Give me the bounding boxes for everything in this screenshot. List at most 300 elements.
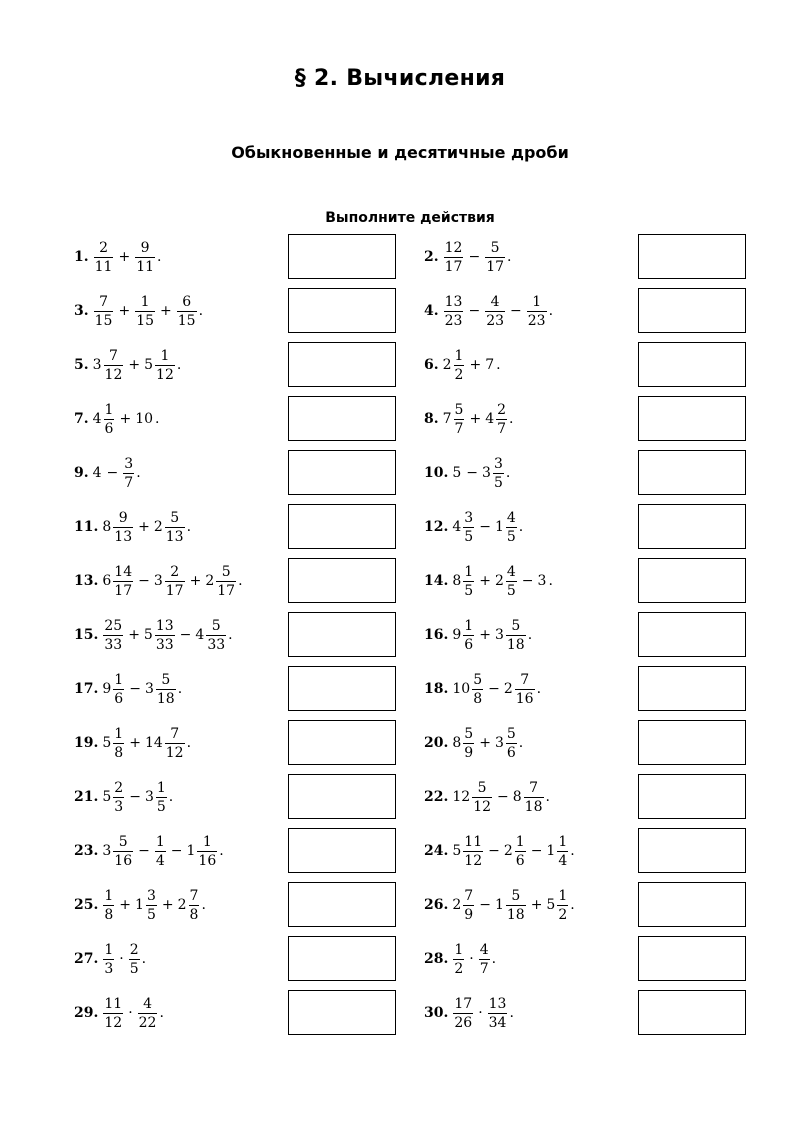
operator: −: [106, 465, 119, 481]
whole-part: 2: [503, 843, 513, 859]
numerator: 25: [104, 617, 123, 634]
problem-number: 12.: [424, 519, 449, 535]
numerator: 1: [454, 941, 464, 958]
fraction: [156, 673, 176, 706]
answer-box[interactable]: [288, 288, 396, 333]
operator: +: [129, 735, 141, 751]
whole-part: 5: [452, 843, 462, 859]
denominator: 8: [104, 906, 114, 923]
denominator: 17: [444, 258, 463, 275]
terminal-period: .: [545, 789, 550, 805]
section-subtitle: Обыкновенные и десятичные дроби: [231, 143, 569, 162]
problem-number: 2.: [424, 249, 439, 265]
answer-box[interactable]: [288, 396, 396, 441]
problem-expression: [102, 835, 223, 868]
operator: ·: [469, 951, 474, 967]
numerator: 3: [464, 509, 474, 526]
denominator: 5: [493, 474, 503, 491]
numerator: 3: [124, 455, 134, 472]
denominator: 5: [129, 960, 139, 977]
fraction: [485, 295, 505, 328]
whole-part: 2: [177, 897, 187, 913]
problem-item: [424, 288, 553, 334]
fraction: [216, 565, 236, 598]
problem-number: 5.: [74, 357, 89, 373]
numerator: 5: [118, 833, 128, 850]
problem-item: [424, 990, 514, 1036]
numerator: 5: [511, 887, 521, 904]
answer-box[interactable]: [638, 450, 746, 495]
problem-item: [424, 396, 514, 442]
problem-number: 19.: [74, 735, 99, 751]
denominator: 16: [515, 690, 534, 707]
denominator: 5: [464, 582, 474, 599]
whole-part: 1: [186, 843, 196, 859]
fraction: [103, 943, 114, 976]
numerator: 2: [129, 941, 139, 958]
problem-expression: [93, 241, 162, 274]
operator: +: [189, 573, 202, 589]
answer-box[interactable]: [288, 558, 396, 603]
instruction-text: Выполните действия: [325, 210, 495, 226]
whole-part: 2: [442, 357, 452, 373]
whole-part: 8: [512, 789, 522, 805]
problem-expression: [93, 349, 182, 382]
terminal-period: .: [509, 1005, 514, 1021]
problem-expression: [102, 727, 191, 760]
problem-expression: [443, 403, 514, 436]
denominator: 5: [464, 528, 474, 545]
whole-part: 14: [144, 735, 163, 751]
problem-item: [424, 720, 523, 766]
answer-box[interactable]: [638, 666, 746, 711]
numerator: 13: [155, 617, 174, 634]
fraction: [156, 781, 167, 814]
fraction: [454, 349, 465, 382]
problem-expression: [102, 673, 182, 706]
answer-box[interactable]: [638, 504, 746, 549]
answer-box[interactable]: [288, 342, 396, 387]
denominator: 11: [94, 258, 113, 275]
problem-number: 18.: [424, 681, 449, 697]
terminal-period: .: [168, 789, 174, 805]
problem-expression: [443, 349, 501, 382]
problem-expression: [443, 241, 512, 274]
numerator: 11: [104, 995, 123, 1012]
numerator: 4: [506, 563, 516, 580]
denominator: 17: [217, 582, 236, 599]
fraction: [103, 997, 123, 1030]
problem-number: 17.: [74, 681, 99, 697]
answer-box[interactable]: [288, 450, 396, 495]
problem-item: [424, 234, 511, 280]
numerator: 9: [140, 239, 150, 256]
denominator: 13: [114, 528, 133, 545]
problem-number: 13.: [74, 573, 99, 589]
operator: −: [521, 573, 534, 589]
numerator: 2: [497, 401, 507, 418]
problem-expression: [93, 457, 141, 490]
denominator: 9: [464, 906, 474, 923]
terminal-period: .: [518, 519, 524, 535]
whole-part: 1: [546, 843, 556, 859]
answer-box[interactable]: [288, 936, 396, 981]
answer-box[interactable]: [638, 720, 746, 765]
numerator: 14: [114, 563, 133, 580]
whole-part: 2: [503, 681, 513, 697]
answer-box[interactable]: [288, 720, 396, 765]
operator: +: [469, 357, 482, 373]
numerator: 5: [161, 671, 171, 688]
answer-box[interactable]: [638, 396, 746, 441]
numerator: 1: [558, 833, 568, 850]
denominator: 2: [558, 906, 568, 923]
operator: +: [119, 897, 132, 913]
fraction: [454, 403, 465, 436]
operator: −: [488, 681, 500, 697]
answer-box[interactable]: [288, 882, 396, 927]
answer-box[interactable]: [638, 936, 746, 981]
answer-box[interactable]: [638, 774, 746, 819]
numerator: 12: [444, 239, 463, 256]
denominator: 3: [104, 960, 114, 977]
problem-item: [424, 504, 523, 550]
numerator: 1: [202, 833, 212, 850]
operator: −: [479, 519, 491, 535]
operator: −: [479, 897, 491, 913]
answer-box[interactable]: [288, 828, 396, 873]
numerator: 4: [490, 293, 500, 310]
fraction: [453, 997, 473, 1030]
denominator: 15: [177, 312, 196, 329]
whole-part: 3: [102, 843, 112, 859]
problem-item: [424, 558, 553, 604]
fraction: [453, 943, 464, 976]
whole-part: 1: [135, 897, 144, 913]
answer-box[interactable]: [638, 288, 746, 333]
numerator: 5: [170, 509, 180, 526]
numerator: 7: [99, 293, 108, 310]
fraction: [113, 781, 124, 814]
fraction: [463, 889, 474, 922]
problem-expression: [102, 889, 206, 922]
denominator: 18: [524, 798, 543, 815]
answer-box[interactable]: [288, 774, 396, 819]
whole-part: 8: [102, 519, 112, 535]
numerator: 5: [506, 725, 516, 742]
operator: +: [119, 411, 132, 427]
denominator: 33: [207, 636, 226, 653]
operator: +: [479, 573, 491, 589]
answer-box[interactable]: [638, 558, 746, 603]
fraction: [165, 727, 185, 760]
numerator: 6: [182, 293, 192, 310]
numerator: 1: [532, 293, 542, 310]
numerator: 1: [464, 563, 474, 580]
fraction: [206, 619, 226, 652]
denominator: 17: [165, 582, 184, 599]
numerator: 2: [170, 563, 180, 580]
answer-box[interactable]: [638, 612, 746, 657]
numerator: 11: [464, 833, 483, 850]
terminal-period: .: [509, 411, 514, 427]
problem-item: [74, 666, 182, 712]
operator: −: [179, 627, 192, 643]
numerator: 1: [114, 671, 124, 688]
operator: +: [479, 627, 491, 643]
denominator: 33: [155, 636, 174, 653]
problem-item: [424, 450, 510, 496]
numerator: 9: [118, 509, 128, 526]
answer-box[interactable]: [288, 990, 396, 1035]
operator: −: [129, 789, 141, 805]
whole-part: 3: [92, 357, 102, 373]
fraction: [103, 619, 123, 652]
terminal-period: .: [219, 843, 224, 859]
numerator: 7: [464, 887, 474, 904]
fraction: [113, 511, 133, 544]
fraction: [104, 349, 124, 382]
problem-item: [74, 342, 181, 388]
whole-part: 2: [205, 573, 215, 589]
fraction: [113, 673, 124, 706]
operator: −: [510, 303, 522, 319]
section-title: § 2. Вычисления: [294, 66, 506, 91]
fraction: [496, 403, 507, 436]
fraction: [488, 997, 508, 1030]
fraction: [463, 835, 483, 868]
terminal-period: .: [570, 897, 575, 913]
whole-part: 9: [452, 627, 462, 643]
terminal-period: .: [141, 951, 147, 967]
problem-expression: [443, 295, 553, 328]
denominator: 12: [464, 852, 483, 869]
denominator: 18: [506, 906, 525, 923]
problem-expression: [102, 997, 164, 1030]
problem-item: [424, 774, 550, 820]
fraction: [506, 565, 517, 598]
denominator: 23: [444, 312, 463, 329]
problem-number: 3.: [74, 303, 89, 319]
problem-item: [74, 234, 161, 280]
whole-part: 3: [482, 465, 491, 481]
whole-part: 3: [494, 627, 504, 643]
fraction: [463, 727, 474, 760]
denominator: 7: [454, 420, 464, 437]
problem-number: 16.: [424, 627, 449, 643]
denominator: 17: [114, 582, 133, 599]
problem-expression: [452, 997, 514, 1030]
terminal-period: .: [155, 411, 160, 427]
terminal-period: .: [507, 249, 512, 265]
problem-expression: [102, 511, 191, 544]
whole-part: 8: [452, 735, 462, 751]
problem-expression: [452, 943, 496, 976]
answer-box[interactable]: [638, 234, 746, 279]
problem-expression: [452, 511, 523, 544]
terminal-period: .: [548, 303, 554, 319]
denominator: 33: [104, 636, 123, 653]
numerator: 1: [155, 833, 165, 850]
problem-expression: [102, 781, 173, 814]
problem-expression: [102, 565, 242, 598]
problem-item: [424, 342, 501, 388]
whole-part: 4: [195, 627, 205, 643]
denominator: 5: [506, 582, 516, 599]
numerator: 4: [479, 941, 489, 958]
problem-expression: [102, 943, 146, 976]
numerator: 5: [221, 563, 231, 580]
problem-item: [74, 396, 159, 442]
problem-number: 11.: [74, 519, 99, 535]
whole-part: 3: [494, 735, 504, 751]
answer-box[interactable]: [288, 666, 396, 711]
denominator: 18: [156, 690, 175, 707]
denominator: 16: [114, 852, 133, 869]
problem-number: 30.: [424, 1005, 449, 1021]
numerator: 17: [454, 995, 473, 1012]
fraction: [444, 241, 464, 274]
whole-part: 8: [452, 573, 462, 589]
numerator: 5: [490, 239, 500, 256]
operator: +: [128, 357, 141, 373]
fraction: [138, 997, 158, 1030]
numerator: 1: [160, 347, 170, 364]
numerator: 1: [104, 401, 114, 418]
numerator: 13: [488, 995, 507, 1012]
terminal-period: .: [136, 465, 141, 481]
answer-box[interactable]: [638, 828, 746, 873]
terminal-period: .: [201, 897, 206, 913]
problem-item: [74, 828, 224, 874]
operator: +: [479, 735, 491, 751]
denominator: 6: [114, 690, 124, 707]
operator: ·: [128, 1005, 133, 1021]
denominator: 15: [94, 312, 113, 329]
denominator: 8: [473, 690, 483, 707]
answer-box[interactable]: [638, 990, 746, 1035]
problem-item: [74, 612, 233, 658]
whole-part: 4: [92, 411, 102, 427]
denominator: 9: [464, 744, 474, 761]
fraction: [506, 511, 517, 544]
fraction: [165, 511, 185, 544]
fraction: [135, 241, 155, 274]
denominator: 7: [497, 420, 507, 437]
fraction: [155, 835, 166, 868]
whole-part: 5: [546, 897, 556, 913]
terminal-period: .: [527, 627, 533, 643]
operator: −: [468, 303, 481, 319]
denominator: 22: [138, 1014, 157, 1031]
numerator: 4: [506, 509, 516, 526]
problem-number: 20.: [424, 735, 449, 751]
denominator: 17: [486, 258, 505, 275]
problem-item: [74, 774, 173, 820]
numerator: 1: [104, 887, 114, 904]
problem-expression: [452, 727, 523, 760]
operator: +: [469, 411, 482, 427]
terminal-period: .: [536, 681, 542, 697]
problem-item: [74, 504, 191, 550]
numerator: 3: [146, 887, 156, 904]
problem-item: [74, 720, 191, 766]
denominator: 18: [506, 636, 525, 653]
fraction: [94, 241, 114, 274]
terminal-period: .: [159, 1005, 164, 1021]
numerator: 7: [520, 671, 530, 688]
problem-item: [424, 612, 532, 658]
numerator: 1: [464, 617, 474, 634]
problem-item: [74, 990, 164, 1036]
operator: +: [118, 249, 131, 265]
integer-term: 3: [537, 573, 547, 589]
fraction: [506, 889, 526, 922]
denominator: 12: [156, 366, 174, 383]
fraction: [463, 619, 474, 652]
numerator: 1: [515, 833, 525, 850]
numerator: 2: [114, 779, 124, 796]
terminal-period: .: [548, 573, 553, 589]
answer-box[interactable]: [638, 342, 746, 387]
numerator: 4: [143, 995, 153, 1012]
operator: −: [129, 681, 141, 697]
integer-term: 7: [485, 357, 495, 373]
numerator: 1: [104, 941, 114, 958]
problem-number: 14.: [424, 573, 449, 589]
fraction: [524, 781, 544, 814]
denominator: 6: [515, 852, 525, 869]
denominator: 2: [454, 366, 464, 383]
fraction: [197, 835, 217, 868]
fraction: [189, 889, 200, 922]
terminal-period: .: [177, 681, 183, 697]
problem-item: [424, 936, 496, 982]
problem-expression: [452, 457, 510, 490]
whole-part: 2: [452, 897, 462, 913]
problem-number: 8.: [424, 411, 439, 427]
answer-box[interactable]: [288, 504, 396, 549]
fraction: [123, 457, 134, 490]
problem-number: 22.: [424, 789, 449, 805]
problem-number: 27.: [74, 951, 99, 967]
fraction: [113, 727, 124, 760]
numerator: 7: [189, 887, 199, 904]
numerator: 5: [511, 617, 521, 634]
denominator: 8: [114, 744, 124, 761]
answer-box[interactable]: [288, 612, 396, 657]
problem-item: [424, 666, 541, 712]
denominator: 4: [155, 852, 165, 869]
numerator: 5: [454, 401, 464, 418]
problem-number: 29.: [74, 1005, 99, 1021]
numerator: 13: [444, 293, 463, 310]
fraction: [103, 889, 114, 922]
fraction: [444, 295, 464, 328]
terminal-period: .: [238, 573, 243, 589]
numerator: 2: [99, 239, 108, 256]
whole-part: 7: [442, 411, 452, 427]
fraction: [557, 835, 568, 868]
fraction: [104, 403, 115, 436]
numerator: 5: [211, 617, 221, 634]
denominator: 7: [124, 474, 134, 491]
whole-part: 1: [494, 519, 504, 535]
whole-part: 3: [153, 573, 163, 589]
answer-box[interactable]: [288, 234, 396, 279]
problem-item: [424, 828, 575, 874]
answer-box[interactable]: [638, 882, 746, 927]
